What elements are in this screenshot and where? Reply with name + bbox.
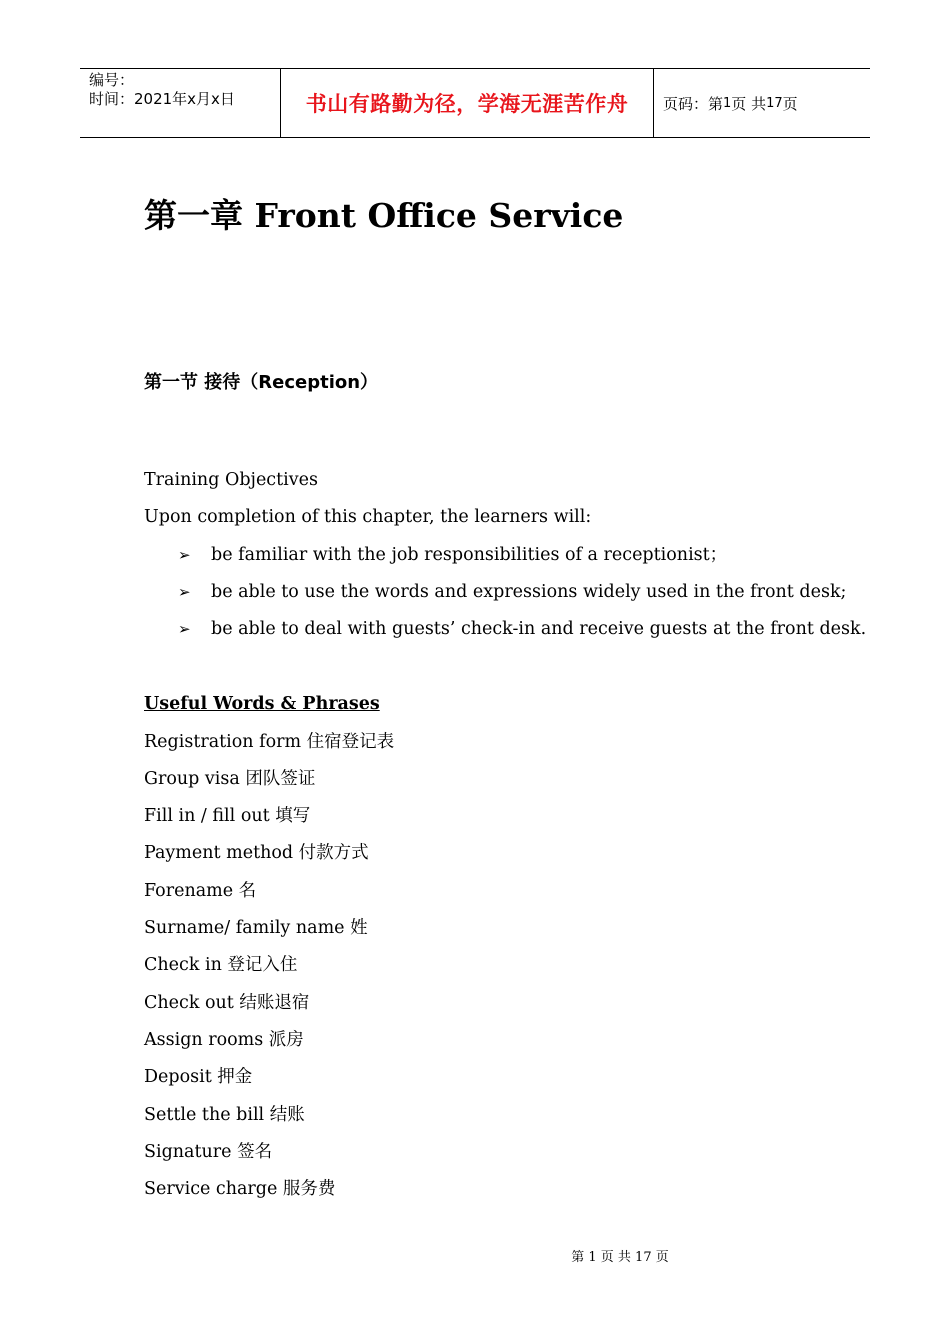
objective-item <box>178 580 846 604</box>
vocab-item: Check out 结账退宿 <box>144 993 310 1013</box>
vocab-item: Forename 名 <box>144 881 257 901</box>
vocab-item: Deposit 押金 <box>144 1067 253 1087</box>
time-label: 时间：2021年x月x日 <box>89 90 235 108</box>
header-page-info <box>654 69 870 137</box>
header-motto: 书山有路勤为径，学海无涯苦作舟 <box>281 69 654 137</box>
chapter-title: 第一章 Front Office Service <box>144 196 624 235</box>
objectives-heading: Training Objectives <box>144 470 318 490</box>
vocab-item: Signature 签名 <box>144 1142 273 1162</box>
vocab-item: Surname/ family name 姓 <box>144 918 368 938</box>
useful-heading: Useful Words & Phrases <box>144 694 380 714</box>
section-title: 第一节 接待（Reception） <box>144 372 379 393</box>
vocab-item: Payment method 付款方式 <box>144 843 369 863</box>
page-label-suffix: 页 <box>782 94 798 113</box>
objective-item <box>178 543 727 567</box>
arrow-bullet-icon: ➢ <box>178 583 191 601</box>
vocab-item: Group visa 团队签证 <box>144 769 316 789</box>
page-current: 1 <box>723 95 732 111</box>
arrow-bullet-icon: ➢ <box>178 620 191 638</box>
objective-text: be familiar with the job responsibilities of a receptionist； <box>211 545 728 565</box>
vocab-item: Service charge 服务费 <box>144 1179 336 1199</box>
code-label: 编号： <box>89 71 135 89</box>
vocab-item: Fill in / fill out 填写 <box>144 806 311 826</box>
vocab-item: Settle the bill 结账 <box>144 1105 305 1125</box>
vocab-item: Assign rooms 派房 <box>144 1030 304 1050</box>
objective-text: be able to deal with guests’ check-in and receive guests at the front desk. <box>211 619 867 639</box>
vocab-item: Registration form 住宿登记表 <box>144 732 395 752</box>
objectives-intro: Upon completion of this chapter, the learners will: <box>144 507 592 527</box>
page-footer: 第 1 页 共 17 页 <box>571 1250 669 1265</box>
vocab-item: Check in 登记入住 <box>144 955 298 975</box>
page-header <box>80 68 870 138</box>
objective-text: be able to use the words and expressions widely used in the front desk; <box>211 582 847 602</box>
page-total: 17 <box>766 95 783 111</box>
page-label-mid: 页 共 <box>731 94 767 113</box>
page-label-prefix: 页码：第 <box>663 94 724 113</box>
header-meta-cell <box>80 69 281 137</box>
objective-item <box>178 617 866 641</box>
arrow-bullet-icon: ➢ <box>178 546 191 564</box>
